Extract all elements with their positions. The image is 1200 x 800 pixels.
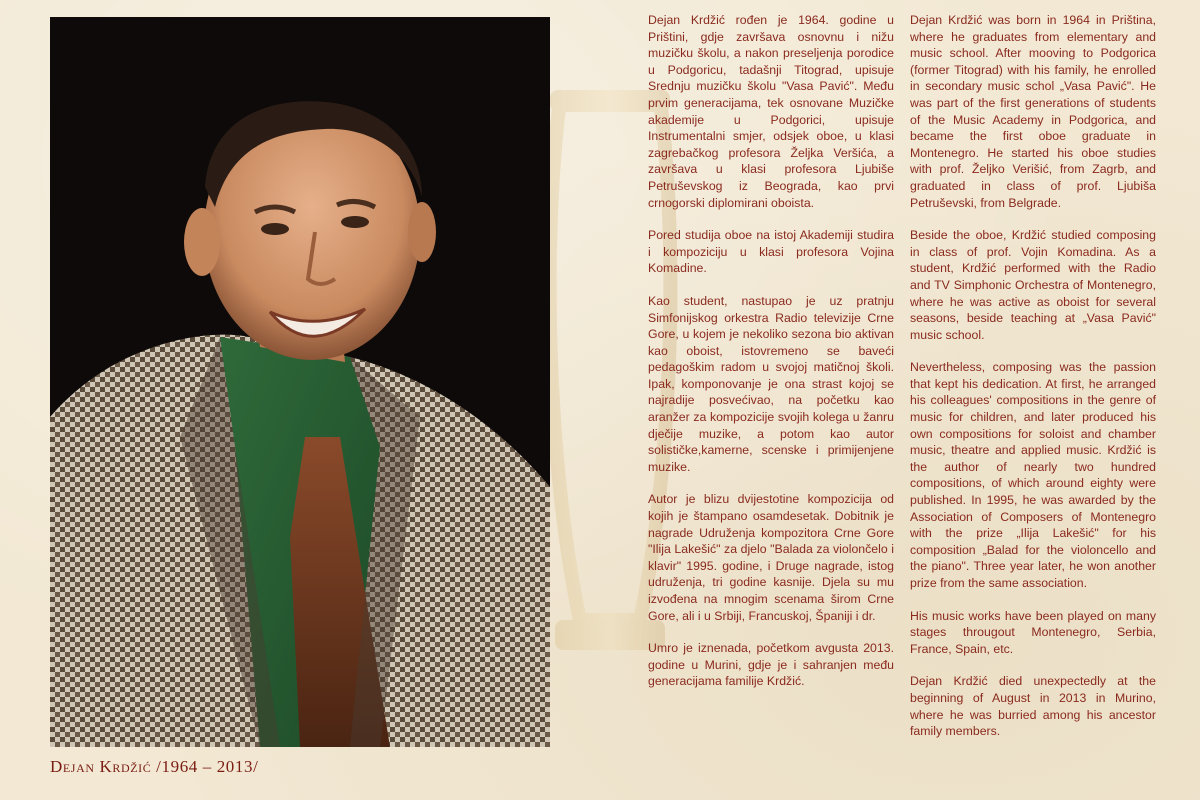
- english-paragraph: Dejan Krdžić was born in 1964 in Priština, where he graduates from elementary and music school. After mooving to Podgorica (former Titograd) with his family, he enrolled in secondary music schol „Vasa Pavić". He was part of the first generations of students of the Music Academy in Podgorica, and became the first oboe graduate in Montenegro. He started his oboe studies with prof. Željko Verišić, from Zagrb, and graduated in class of prof. Ljubiša Petruševski, from Belgrade.: [910, 13, 1156, 210]
- serbian-paragraph: Umro je iznenada, početkom avgusta 2013. godine u Murini, gdje je i sahranjen među generacijama familije Krdžić.: [648, 641, 894, 689]
- portrait-illustration: [50, 17, 550, 747]
- english-paragraph: Dejan Krdžić died unexpectedly at the beginning of August in 2013 in Murino, where he was burried among his ancestor family members.: [910, 674, 1156, 739]
- english-text-column: [910, 12, 1156, 756]
- photo-caption: Dejan Krdžić /1964 – 2013/: [50, 757, 259, 776]
- serbian-paragraph: Pored studija oboe na istoj Akademiji studira i kompoziciju u klasi profesora Vojina Komadine.: [648, 228, 894, 276]
- serbian-paragraph: Kao student, nastupao je uz pratnju Simfonijskog orkestra Radio televizije Crne Gore, u kojem je nekoliko sezona bio aktivan kao oboist, istovremeno se baveći pedagoškim radom u svojoj matičnoj školi. Ipak, komponovanje je ona strast kojoj se najradije posvećivao, na početku kao aranžer za kompozicije svojih kolega u žanru dječije muzike, a potom kao autor solističke,kamerne, scenske i primijenjene muzike.: [648, 293, 894, 474]
- english-paragraph: Nevertheless, composing was the passion that kept his dedication. At first, he arranged his colleagues' compositions in the genre of music for children, and later produced his own compositions for soloist and chamber music, theatre and applied music. Krdžić is the author of nearly two hundred compositions, of which around eighty were published. In 1995, he was awarded by the Association of Composers of Montenegro with the prize „Ilija Lakešić" for his composition „Balad for the violoncello and the piano". Three year later, he won another prize from the same association.: [910, 360, 1156, 590]
- serbian-text-column: [648, 12, 894, 706]
- english-paragraph: Beside the oboe, Krdžić studied composing in class of prof. Vojin Komadina. As a student, Krdžić performed with the Radio and TV Simphonic Orchestra of Montenegro, where he was active as oboist for several seasons, beside teaching at „Vasa Pavić" music school.: [910, 228, 1156, 342]
- serbian-paragraph: Autor je blizu dvijestotine kompozicija od kojih je štampano osamdesetak. Dobitnik je nagrade Udruženja kompozitora Crne Gore "Ilija Lakešić" za djelo "Balada za violončelo i klavir" 1995. godine, i Druge nagrade, istog udruženja, tri godine kasnije. Djela su mu izvođena na mnogim scenama širom Crne Gore, ali i u Srbiji, Francuskoj, Španiji i dr.: [648, 492, 894, 623]
- portrait-photo: [50, 17, 550, 747]
- serbian-paragraph: Dejan Krdžić rođen je 1964. godine u Prištini, gdje završava osnovnu i nižu muzičku školu, a nakon preseljenja porodice u Podgoricu, tadašnji Titograd, upisuje Srednju muzičku školu "Vasa Pavić". Među prvim generacijama, tek osnovane Muzičke akademije u Podgorici, upisuje Instrumentalni smjer, odsjek oboe, u klasi zagrebačkog profesora Željka Veršića, a završava u klasi profesora Ljubiše Petruševskog iz Beograda, kao prvi crnogorski diplomirani oboista.: [648, 13, 894, 210]
- english-paragraph: His music works have been played on many stages througout Montenegro, Serbia, France, Spain, etc.: [910, 608, 1156, 656]
